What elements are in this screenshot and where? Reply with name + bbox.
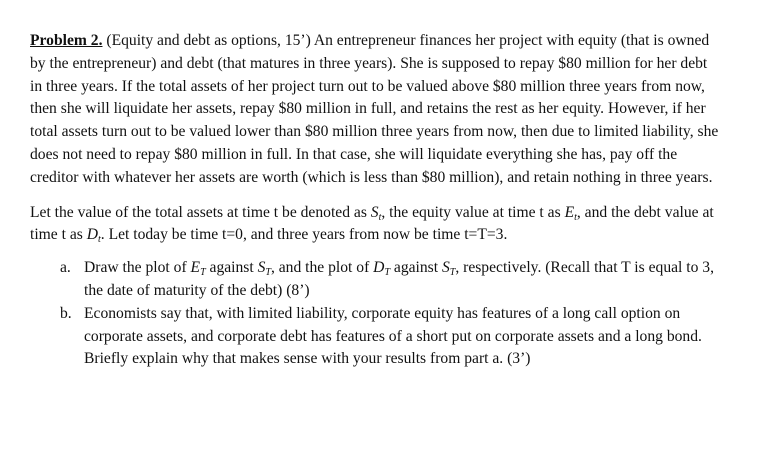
symbol-s-T: $S_T$ bbox=[257, 259, 271, 279]
problem-intro-text: (Equity and debt as options, 15’) An entrepreneur finances her project with equity (that is owned by the entrepreneur) and debt (that matures in three years). She is supposed to repay $80 million for her debt in three years. If the total assets of her project turn out to be valued above $80 million three years from now, then she will liquidate her assets, repay $80 million in full, and retains the rest as her equity. However, if her total assets turn out to be valued lower than $80 million three years from now, then due to limited liability, she does not need to repay $80 million in full. In that case, she will liquidate everything she has, pay off the creditor with whatever her assets are worth (which is less than $80 million), and retain nothing in three years. bbox=[30, 32, 719, 186]
definitions-text-4: . Let today be time t=0, and three years from now be time t=T=3. bbox=[100, 226, 508, 244]
problem-label: Problem 2. bbox=[30, 32, 103, 49]
question-part-b bbox=[60, 303, 723, 371]
part-a-marker: a. bbox=[60, 259, 71, 277]
part-b-marker: b. bbox=[60, 304, 72, 322]
definitions-text-1: Let the value of the total assets at time t be denoted as bbox=[30, 203, 371, 221]
definitions-text-2: , the equity value at time t as bbox=[381, 203, 565, 221]
symbol-e-t: $E_t$ bbox=[564, 203, 577, 223]
question-parts-list bbox=[30, 257, 723, 371]
definitions-paragraph bbox=[30, 202, 723, 248]
symbol-s-t: $S_t$ bbox=[370, 203, 382, 223]
symbol-e-T: $E_T$ bbox=[190, 259, 206, 279]
part-b-text: Economists say that, with limited liability, corporate equity has features of a long call option on corporate assets, and corporate debt has features of a short put on corporate assets and a long bond. Briefly explain why that makes sense with your results from part a. (3’) bbox=[84, 304, 702, 368]
definitions-text-3: , and the debt value at time t as bbox=[30, 203, 714, 244]
symbol-d-T: $D_T$ bbox=[373, 259, 390, 279]
symbol-s-T-2: $S_T$ bbox=[441, 259, 456, 279]
symbol-d-t: $D_t$ bbox=[86, 226, 101, 246]
problem-paragraph bbox=[30, 30, 723, 190]
question-part-a: a. Draw the plot of $E_T$ against $S_T$, and the plot of $D_T$ against $S_T$, respectively. (Recall that T is equal to 3, the date of maturity of the debt) (8’) bbox=[60, 259, 714, 299]
